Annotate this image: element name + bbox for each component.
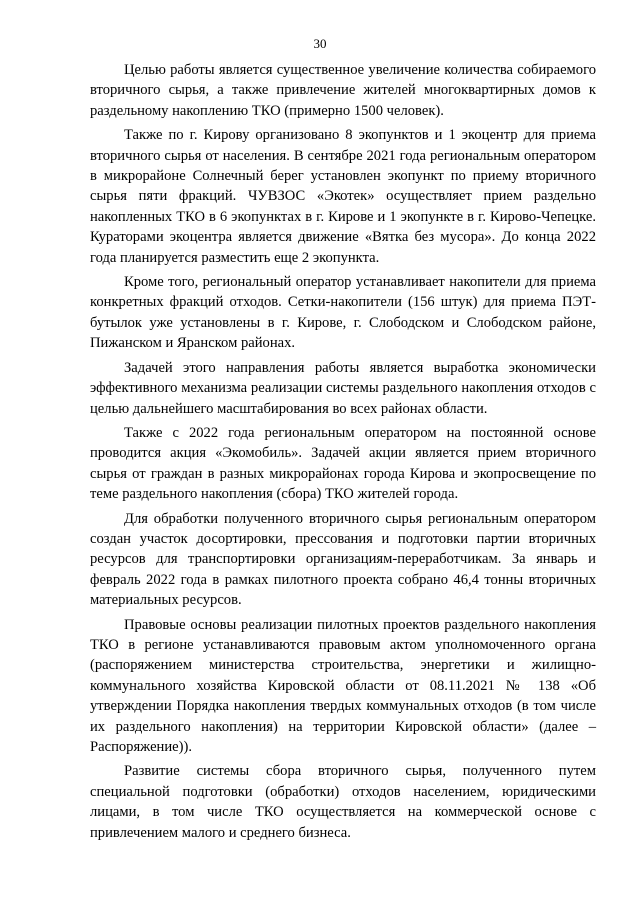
paragraph-ecopoints: Также по г. Кирову организовано 8 экопунктов и 1 экоцентр для приема вторичного сырья от населения. В сентябре 2021 года региональным оператором в микрорайоне Солнечный берег установлен экопункт по приему вторичного сырья пяти фракций. ЧУВЗОС «Экотек» осуществляет прием раздельно накопленных ТКО в 6 экопунктах в г. Кирове и 1 экопункте в г. Кирово-Чепецке. Кураторами экоцентра является движение «Вятка без мусора». До конца 2022 года планируется разместить еще 2 экопункта. [90, 127, 596, 266]
paragraph-collection-containers: Кроме того, региональный оператор устанавливает накопители для приема конкретных фракций отходов. Сетки-накопители (156 штук) для приема ПЭТ-бутылок уже установлены в г. Кирове, г. Слободском и Слободском районе, Пижанском и Яранском районах. [90, 274, 596, 352]
document-body [90, 60, 596, 847]
paragraph-legal-basis: Правовые основы реализации пилотных проектов раздельного накопления ТКО в регионе устанавливаются правовым актом уполномоченного органа (распоряжением министерства строительства, энергетики и жилищно-коммунального хозяйства Кировской области от 08.11.2021 № 138 «Об утверждении Порядка накопления твердых коммунальных отходов (в том числе их раздельного накопления) на территории Кировской области» (далее – Распоряжение)). [90, 616, 596, 755]
paragraph-commercial-development: Развитие системы сбора вторичного сырья, полученного путем специальной подготовки (обработки) отходов населением, юридическими лицами, в том числе ТКО осуществляется на коммерческой основе с привлечением малого и среднего бизнеса. [90, 763, 596, 841]
paragraph-economic-mechanism: Задачей этого направления работы является выработка экономически эффективного механизма реализации системы раздельного накопления отходов с целью дальнейшего масштабирования во всех районах области. [90, 359, 596, 417]
paragraph-recyclables-goal: Целью работы является существенное увеличение количества собираемого вторичного сырья, а также привлечение жителей многоквартирных домов к раздельному накоплению ТКО (примерно 1500 человек). [90, 62, 596, 119]
paragraph-ecomobile: Также с 2022 года региональным оператором на постоянной основе проводится акция «Экомобиль». Задачей акции является прием вторичного сырья от граждан в разных микрорайонах города Кирова и экопросвещение по теме раздельного накопления (сбора) ТКО жителей города. [90, 424, 596, 503]
paragraph-sorting-site: Для обработки полученного вторичного сырья региональным оператором создан участок досортировки, прессования и подготовки партии вторичных ресурсов для транспортировки организациям-переработчикам. За январь и февраль 2022 года в рамках пилотного проекта собрано 46,4 тонны вторичных материальных ресурсов. [90, 510, 596, 609]
page-number: 30 [313, 36, 327, 51]
